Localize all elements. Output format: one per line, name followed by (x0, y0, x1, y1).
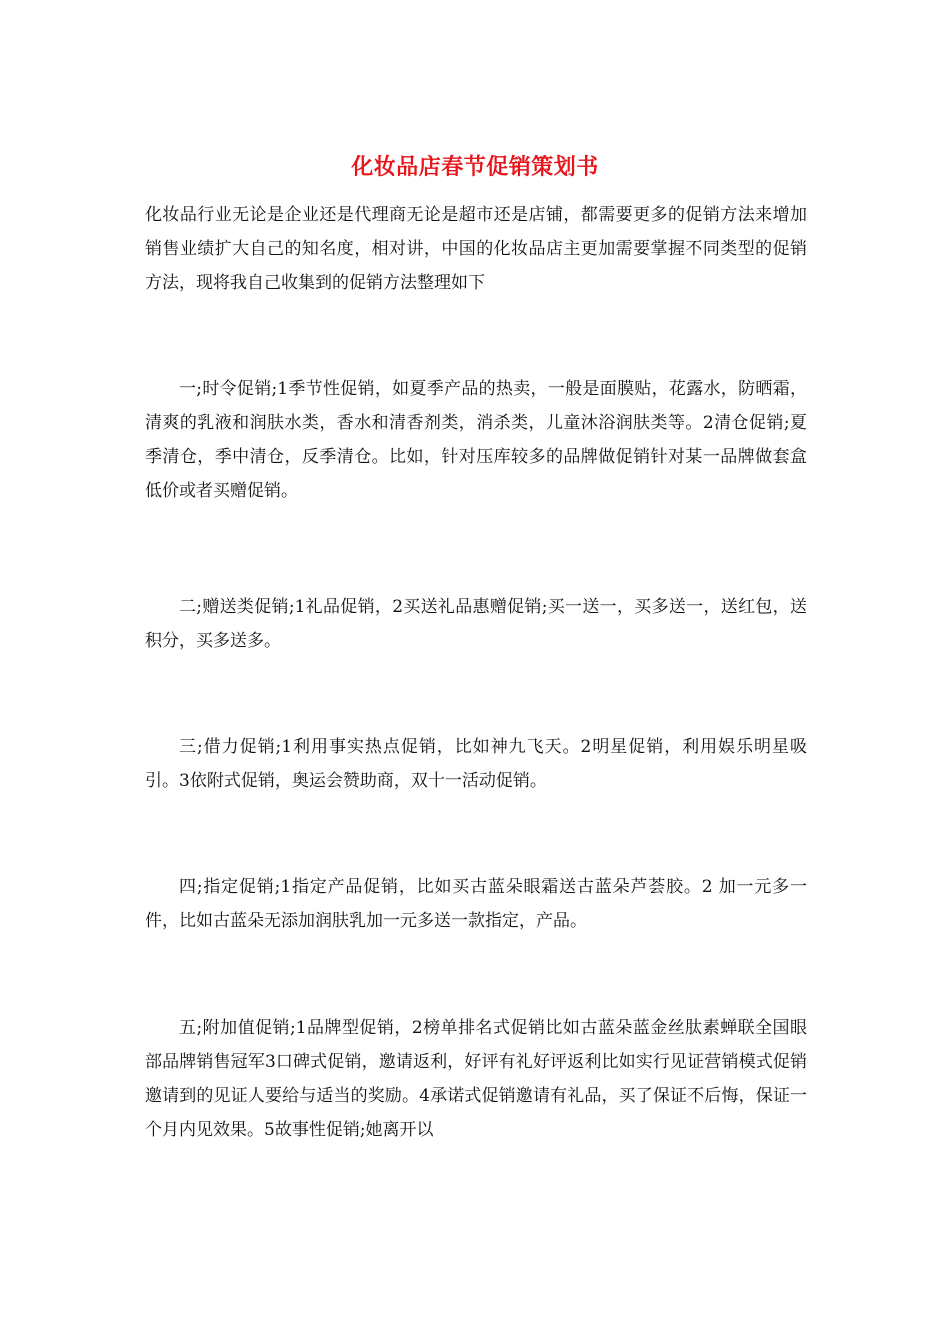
section-3-paragraph: 三;借力促销;1利用事实热点促销，比如神九飞天。2明星促销，利用娱乐明星吸引。3依附式促销，奥运会赞助商，双十一活动促销。 (145, 737, 807, 791)
section-1-paragraph: 一;时令促销;1季节性促销，如夏季产品的热卖，一般是面膜贴，花露水，防晒霜，清爽的乳液和润肤水类，香水和清香剂类，消杀类，儿童沐浴润肤类等。2清仓促销;夏季清仓，季中清仓，反季清仓。比如，针对压库较多的品牌做促销针对某一品牌做套盒低价或者买赠促销。 (145, 379, 807, 501)
document-title: 化妆品店春节促销策划书 (351, 154, 599, 180)
section-4-paragraph: 四;指定促销;1指定产品促销，比如买古蓝朵眼霜送古蓝朵芦荟胶。2 加一元多一件，比如古蓝朵无添加润肤乳加一元多送一款指定，产品。 (145, 877, 807, 931)
section-2-paragraph: 二;赠送类促销;1礼品促销，2买送礼品惠赠促销;买一送一，买多送一，送红包，送积分，买多送多。 (145, 597, 807, 651)
section-5-paragraph: 五;附加值促销;1品牌型促销，2榜单排名式促销比如古蓝朵蓝金丝肽素蝉联全国眼部品牌销售冠军3口碑式促销，邀请返利，好评有礼好评返利比如实行见证营销模式促销邀请到的见证人要给与适当的奖励。4承诺式促销邀请有礼品，买了保证不后悔，保证一个月内见效果。5故事性促销;她离开以 (145, 1018, 807, 1140)
intro-paragraph: 化妆品行业无论是企业还是代理商无论是超市还是店铺，都需要更多的促销方法来增加销售业绩扩大自己的知名度，相对讲，中国的化妆品店主更加需要掌握不同类型的促销方法，现将我自己收集到的促销方法整理如下 (145, 205, 807, 293)
